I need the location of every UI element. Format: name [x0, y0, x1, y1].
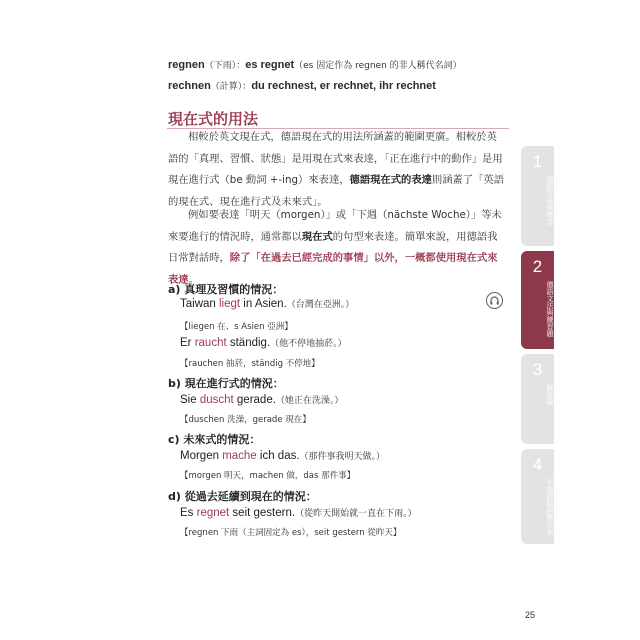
- example-sentence: [180, 297, 354, 310]
- example-sentence: [180, 506, 417, 519]
- example-verb: liegt: [219, 298, 241, 310]
- example-text: seit gestern.: [229, 507, 296, 519]
- tab-label: 解答篇: [546, 384, 554, 405]
- paragraph-2: [168, 205, 504, 291]
- intro-word: regnen: [168, 59, 205, 71]
- example-text: Morgen: [180, 450, 223, 462]
- vocab-note: 【liegen 在、s Asien 亞洲】: [180, 322, 293, 332]
- case-label: d) 從過去延續到現在的情況：: [168, 490, 317, 503]
- tab-number: 2: [532, 257, 543, 276]
- vocab-note: 【regnen 下雨（主詞固定為 es），seit gestern 從昨天】: [180, 528, 402, 538]
- p2-highlight: 除了「在過去已經完成的事情」以外，一概都使用現在式來表達: [168, 252, 498, 286]
- p2-text: 。: [188, 273, 199, 286]
- example-text: Sie: [180, 394, 200, 406]
- example-sentence: [180, 336, 347, 349]
- example-translation: （他不停地抽菸。）: [270, 339, 347, 349]
- example-text: ich das.: [256, 450, 300, 462]
- example-text: ständig.: [226, 337, 271, 349]
- tab-label: 德語文法與練習題: [546, 281, 554, 337]
- p2-text: 例如要表達「明天（morgen）」或「下週（nächste Woche）」等未來要進行的情況時，通常都以: [168, 209, 502, 243]
- chapter-tab-4[interactable]: [521, 449, 554, 544]
- example-verb: mache: [222, 450, 257, 462]
- intro-line-regnen: [168, 58, 462, 71]
- case-label: c) 未來式的情況：: [168, 433, 261, 446]
- headphones-icon-glyph: [487, 293, 502, 308]
- example-verb: raucht: [194, 337, 227, 349]
- example-sentence: [180, 449, 385, 462]
- p2-bold: 現在式: [301, 230, 333, 243]
- p1-text: 則涵蓋了「英語的現在式、現在進行式及未來式」。: [168, 174, 504, 208]
- tab-number: 3: [532, 360, 543, 379]
- page-number: 25: [525, 610, 536, 620]
- vocab-note: 【morgen 明天，machen 做，das 那件事】: [180, 471, 356, 481]
- tab-label: 德語字母與發音: [546, 176, 554, 225]
- p1-bold: 德語現在式的表達: [349, 174, 432, 186]
- example-translation: （她正在洗澡。）: [275, 396, 344, 406]
- case-label: b) 現在進行式的情況：: [168, 377, 284, 390]
- example-verb: duscht: [199, 394, 234, 406]
- section-heading: 現在式的用法: [168, 110, 259, 128]
- chapter-tab-1[interactable]: [521, 146, 554, 246]
- intro-line-rechnen: [168, 79, 436, 92]
- vocab-note: 【rauchen 抽菸，ständig 不停地】: [180, 359, 320, 369]
- intro-gloss: （下雨）：: [204, 61, 246, 71]
- example-text: Taiwan: [180, 298, 219, 310]
- headphones-icon[interactable]: [486, 292, 503, 309]
- tab-number: 4: [532, 455, 543, 474]
- chapter-tab-3[interactable]: [521, 354, 554, 444]
- tab-label: 不規則動詞變化表: [546, 479, 554, 535]
- example-translation: （台灣在亞洲。）: [286, 300, 355, 310]
- example-translation: （從昨天開始就一直在下雨。）: [295, 509, 417, 519]
- p1-text: 相較於英文現在式，德語現在式的用法所涵蓋的範圍更廣。相較於英語的「真理、習慣、狀態」是用現在式來表達，「正在進行中的動作」是用現在進行式（be 動詞 +-ing）來表達，: [168, 131, 503, 186]
- tab-number: 1: [532, 152, 543, 171]
- chapter-tab-2[interactable]: [521, 251, 554, 349]
- intro-forms: du rechnest, er rechnet, ihr rechnet: [251, 80, 436, 92]
- intro-form: es regnet: [245, 59, 295, 71]
- vocab-note: 【duschen 洗澡，gerade 現在】: [180, 415, 311, 425]
- example-text: gerade.: [233, 394, 276, 406]
- example-text: Es: [180, 507, 197, 519]
- example-verb: regnet: [196, 507, 230, 519]
- example-text: in Asien.: [240, 298, 287, 310]
- example-sentence: [180, 393, 343, 406]
- intro-gloss: （計算）：: [210, 82, 252, 92]
- example-translation: （那件事我明天做。）: [299, 452, 386, 462]
- example-text: Er: [180, 337, 195, 349]
- paragraph-1: [168, 127, 504, 213]
- intro-note: （es 固定作為 regnen 的非人稱代名詞）: [294, 61, 462, 71]
- intro-word: rechnen: [168, 80, 211, 92]
- case-label: a) 真理及習慣的情況：: [168, 283, 284, 296]
- p2-text: 的句型來表達。簡單來說，用德語我日常對話時，: [168, 230, 498, 264]
